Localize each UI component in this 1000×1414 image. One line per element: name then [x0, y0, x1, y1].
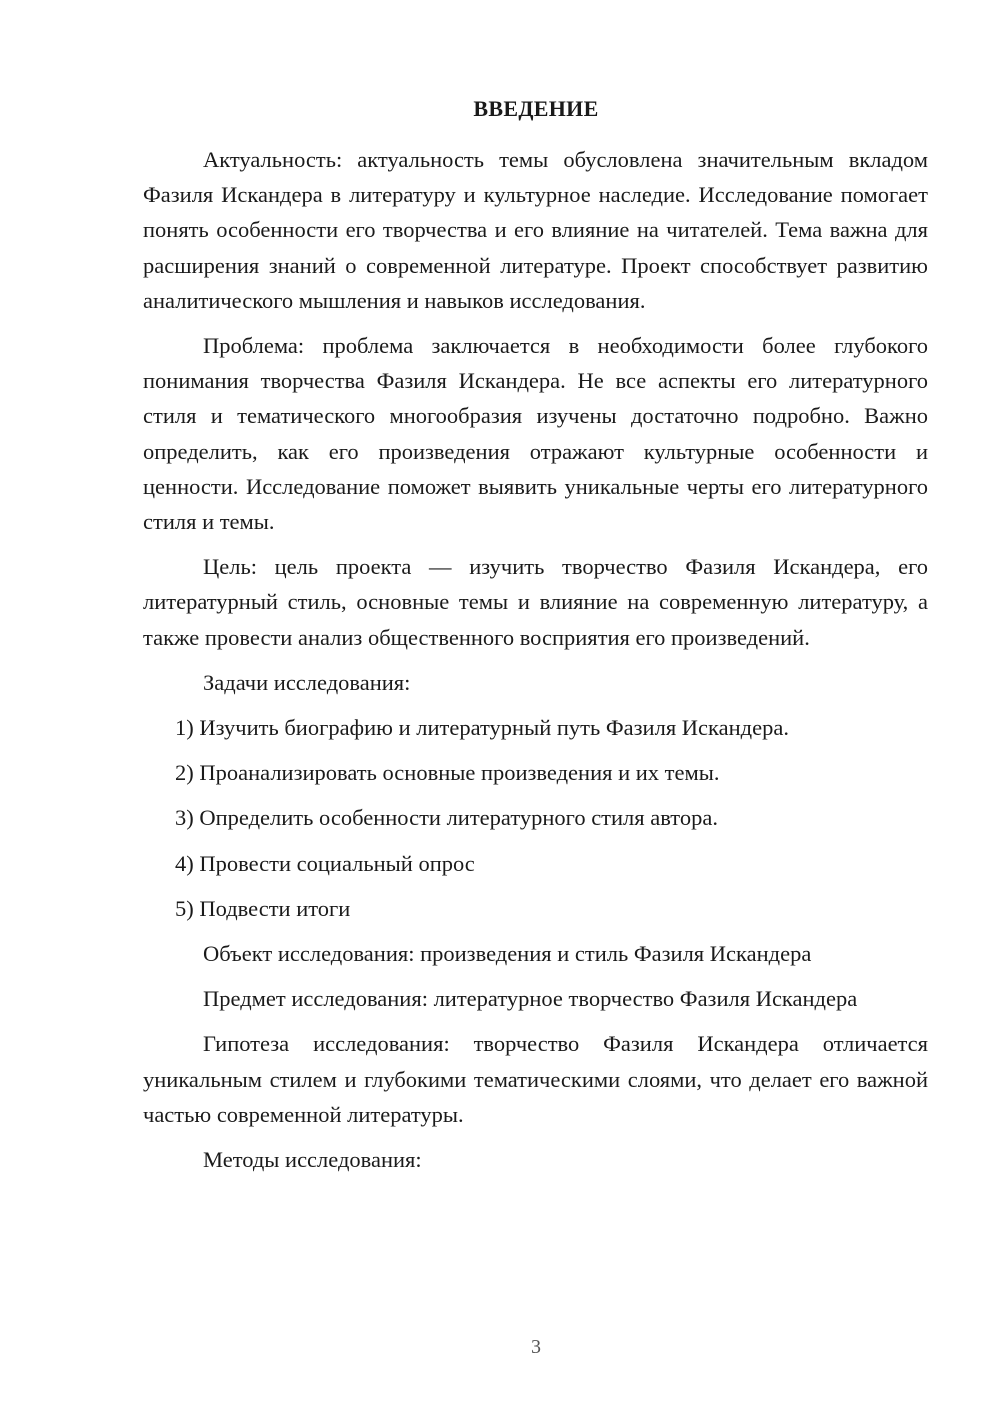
list-item: 3) Определить особенности литературного стиля автора.	[175, 805, 718, 831]
tasks-list	[143, 710, 928, 926]
page-number: 3	[531, 1336, 541, 1358]
page-body	[143, 142, 928, 1187]
hypothesis-paragraph: Гипотеза исследования: творчество Фазиля Искандера отличается уникальным стилем и глубокими тематическими слоями, что делает его важной частью современной литературы.	[143, 1031, 928, 1127]
section-title: ВВЕДЕНИЕ	[473, 96, 599, 121]
problem-paragraph: Проблема: проблема заключается в необходимости более глубокого понимания творчества Фазиля Искандера. Не все аспекты его литературного стиля и тематического многообразия изучены достаточно подробно. Важно определить, как его произведения отражают культурные особенности и ценности. Исследование поможет выявить уникальные черты его литературного стиля и темы.	[143, 333, 928, 535]
methods-heading: Методы исследования:	[203, 1147, 422, 1173]
research-subject-paragraph: Предмет исследования: литературное творчество Фазиля Искандера	[203, 986, 858, 1012]
list-item: 5) Подвести итоги	[175, 895, 351, 921]
list-item: 4) Провести социальный опрос	[175, 850, 475, 876]
tasks-heading: Задачи исследования:	[203, 669, 411, 695]
goal-paragraph: Цель: цель проекта — изучить творчество Фазиля Искандера, его литературный стиль, основные темы и влияние на современную литературу, а также провести анализ общественного восприятия его произведений.	[143, 554, 928, 650]
list-item: 2) Проанализировать основные произведения и их темы.	[175, 760, 720, 786]
relevance-paragraph: Актуальность: актуальность темы обусловлена значительным вкладом Фазиля Искандера в литературу и культурное наследие. Исследование помогает понять особенности его творчества и его влияние на читателей. Тема важна для расширения знаний о современной литературе. Проект способствует развитию аналитического мышления и навыков исследования.	[143, 147, 928, 313]
research-object-paragraph: Объект исследования: произведения и стиль Фазиля Искандера	[203, 941, 812, 967]
list-item: 1) Изучить биографию и литературный путь Фазиля Искандера.	[175, 715, 789, 741]
